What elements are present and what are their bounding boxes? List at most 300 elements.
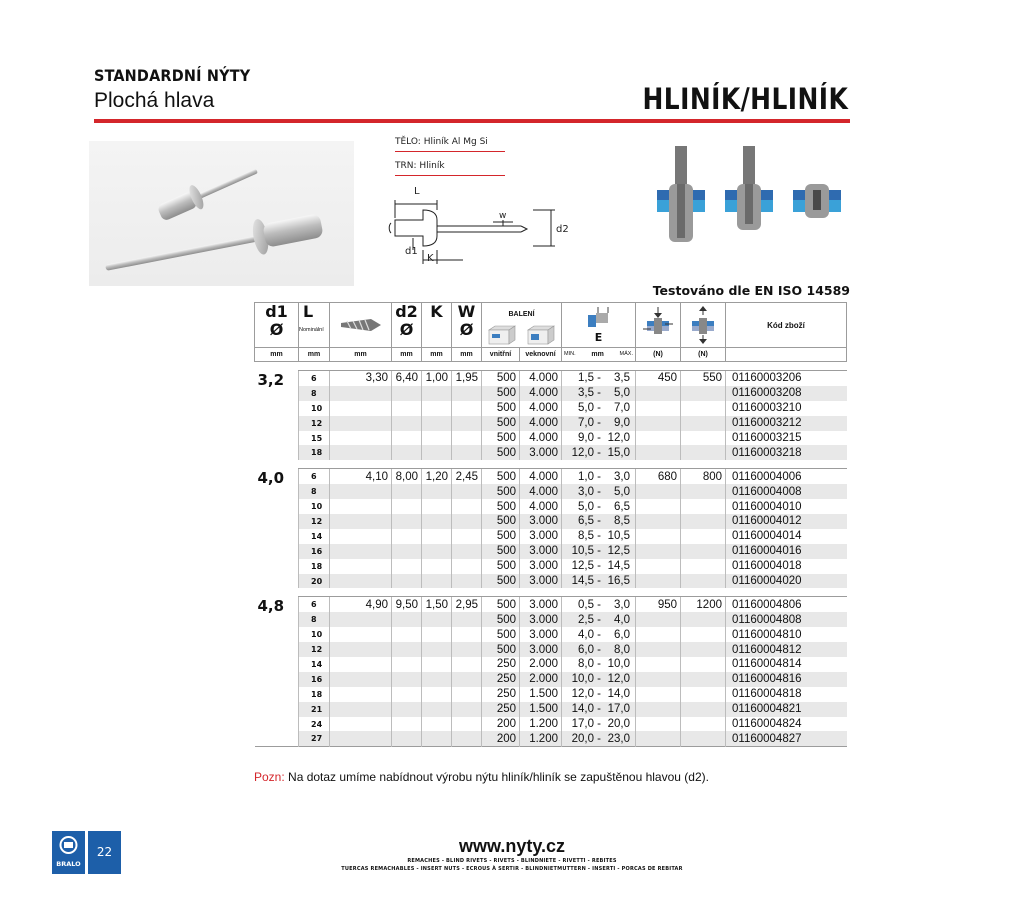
cell-pack-outer: 2.000: [520, 657, 562, 672]
cell-shear: [636, 672, 681, 687]
unit: mm: [299, 348, 330, 362]
cell-W: [452, 499, 482, 514]
cell-drill: [330, 529, 392, 544]
cell-K: [422, 445, 452, 460]
cell-d2: [392, 445, 422, 460]
grip-max: 10,0: [607, 658, 630, 671]
cell-grip-range: [562, 612, 636, 627]
cell-shear: [636, 559, 681, 574]
stage-1: [657, 146, 705, 242]
cell-d1: 4,8: [255, 597, 299, 747]
cell-drill: [330, 574, 392, 589]
cell-W: [452, 559, 482, 574]
table-row: [255, 687, 847, 702]
cell-d2: 6,40: [392, 371, 422, 386]
cell-drill: [330, 642, 392, 657]
cell-shear: [636, 574, 681, 589]
cell-shear: [636, 401, 681, 416]
cell-d2: [392, 386, 422, 401]
cell-grip-range: [562, 499, 636, 514]
grip-min: 1,5: [578, 372, 594, 385]
grip-max: 5,0: [614, 485, 630, 498]
grip-dash: -: [597, 485, 601, 498]
cell-d1: 3,2: [255, 371, 299, 461]
cell-W: [452, 431, 482, 446]
grip-min: 2,5: [578, 613, 594, 626]
cell-shear: [636, 657, 681, 672]
cell-d2: [392, 657, 422, 672]
cell-pack-outer: 4.000: [520, 416, 562, 431]
cell-tensile: [681, 657, 726, 672]
cell-product-code: 01160004818: [726, 687, 847, 702]
unit: mm: [330, 348, 392, 362]
cell-drill: [330, 657, 392, 672]
cell-L: 10: [299, 627, 330, 642]
cell-d2: [392, 717, 422, 732]
grip-max: 12,0: [607, 673, 630, 686]
gap-cell: [255, 588, 847, 597]
grip-max: 8,0: [614, 643, 630, 656]
grip-dash: -: [597, 703, 601, 716]
cell-W: [452, 484, 482, 499]
grip-dash: -: [597, 658, 601, 671]
cell-pack-inner: 500: [482, 386, 520, 401]
header-rule: [94, 119, 850, 123]
grip-max: 9,0: [614, 417, 630, 430]
cell-pack-inner: 500: [482, 559, 520, 574]
cell-K: [422, 416, 452, 431]
cell-W: [452, 529, 482, 544]
cell-d2: [392, 559, 422, 574]
cell-L: 18: [299, 445, 330, 460]
grip-max: 3,0: [614, 598, 630, 611]
table-row: [255, 416, 847, 431]
cell-pack-inner: 500: [482, 612, 520, 627]
cell-drill: [330, 416, 392, 431]
cell-grip-range: [562, 371, 636, 386]
footnote: [254, 770, 709, 784]
grip-min: 12,0: [571, 688, 594, 701]
grip-max: 15,0: [607, 446, 630, 459]
grip-min: 10,0: [571, 673, 594, 686]
cell-grip-range: [562, 559, 636, 574]
cell-grip-range: [562, 469, 636, 484]
cell-grip-range: [562, 574, 636, 589]
cell-tensile: 800: [681, 469, 726, 484]
grip-min: 5,0: [578, 402, 594, 415]
cell-d2: [392, 574, 422, 589]
page-subtitle: Plochá hlava: [94, 89, 215, 112]
cell-W: [452, 702, 482, 717]
cell-product-code: 01160004012: [726, 514, 847, 529]
cell-shear: 950: [636, 597, 681, 612]
cell-pack-outer: 3.000: [520, 612, 562, 627]
material-spec: [395, 136, 505, 184]
cell-pack-outer: 4.000: [520, 401, 562, 416]
table-row: [255, 731, 847, 746]
cell-product-code: 01160004010: [726, 499, 847, 514]
cell-grip-range: [562, 597, 636, 612]
cell-shear: 450: [636, 371, 681, 386]
cell-pack-inner: 500: [482, 597, 520, 612]
cell-product-code: 01160004016: [726, 544, 847, 559]
cell-drill: [330, 514, 392, 529]
cell-drill: 3,30: [330, 371, 392, 386]
col-W-symbol: Ø: [459, 320, 474, 339]
cell-tensile: [681, 431, 726, 446]
cell-d1: 4,0: [255, 469, 299, 589]
cell-shear: 680: [636, 469, 681, 484]
cell-tensile: [681, 702, 726, 717]
cell-pack-outer: 4.000: [520, 499, 562, 514]
grip-min: 3,0: [578, 485, 594, 498]
website-url[interactable]: www.nyty.cz: [458, 836, 566, 856]
col-W: W: [457, 302, 476, 321]
cell-d2: [392, 612, 422, 627]
cell-pack-outer: 3.000: [520, 514, 562, 529]
cell-pack-inner: 250: [482, 672, 520, 687]
grip-min: 20,0: [571, 732, 594, 745]
cell-W: [452, 731, 482, 746]
cell-tensile: [681, 559, 726, 574]
material-title: HLINÍK/HLINÍK: [642, 82, 848, 116]
table-row: [255, 559, 847, 574]
grip-min: 6,0: [578, 643, 594, 656]
cell-W: [452, 401, 482, 416]
cell-W: [452, 657, 482, 672]
inner-box-icon: [487, 324, 517, 346]
cell-L: 18: [299, 559, 330, 574]
col-L-nominal: Nominální: [299, 327, 324, 333]
grip-max: 12,5: [607, 545, 630, 558]
cell-tensile: 1200: [681, 597, 726, 612]
cell-product-code: 01160003208: [726, 386, 847, 401]
cell-tensile: 550: [681, 371, 726, 386]
cell-pack-outer: 4.000: [520, 484, 562, 499]
cell-pack-outer: 3.000: [520, 445, 562, 460]
cell-d2: 9,50: [392, 597, 422, 612]
product-photo: [89, 141, 354, 286]
cell-tensile: [681, 401, 726, 416]
cell-W: [452, 386, 482, 401]
cell-W: [452, 672, 482, 687]
cell-pack-outer: 1.500: [520, 702, 562, 717]
col-d2: d2: [395, 302, 418, 321]
grip-max: 3,5: [614, 372, 630, 385]
table-row: [255, 484, 847, 499]
cell-tensile: [681, 642, 726, 657]
footer-line-2: TUERCAS REMACHABLES - INSERT NUTS - ECROUS À SERTIR - BLINDNIETMUTTERN - INSERTI - PORCAS DE REBITAR: [341, 866, 683, 872]
label-K: K: [427, 253, 434, 264]
cell-grip-range: [562, 717, 636, 732]
cell-shear: [636, 431, 681, 446]
cell-W: [452, 514, 482, 529]
unit: mm: [422, 348, 452, 362]
unit-min: MIN.: [564, 351, 576, 357]
grip-dash: -: [597, 432, 601, 444]
label-d1: d1: [405, 246, 418, 257]
col-E: E: [594, 331, 603, 344]
cell-pack-inner: 500: [482, 499, 520, 514]
grip-dash: -: [597, 387, 601, 400]
cell-L: 15: [299, 431, 330, 446]
cell-pack-inner: 200: [482, 717, 520, 732]
cell-pack-inner: 500: [482, 529, 520, 544]
cell-drill: [330, 559, 392, 574]
cell-d2: [392, 731, 422, 746]
cell-d2: [392, 499, 422, 514]
label-L: L: [414, 186, 420, 197]
cell-tensile: [681, 514, 726, 529]
shear-force-icon: [643, 305, 673, 345]
cell-W: [452, 612, 482, 627]
cell-pack-outer: 1.200: [520, 731, 562, 746]
grip-dash: -: [597, 598, 601, 611]
col-d1-symbol: Ø: [269, 320, 284, 339]
grip-dash: -: [597, 515, 601, 528]
cell-K: 1,50: [422, 597, 452, 612]
tensile-force-icon: [688, 305, 718, 345]
cell-K: [422, 687, 452, 702]
col-d1: d1: [265, 302, 288, 321]
cell-d2: [392, 544, 422, 559]
col-packaging: BALENÍ: [508, 311, 535, 318]
grip-max: 3,0: [614, 470, 630, 483]
grip-max: 17,0: [607, 703, 630, 716]
units-row: [255, 348, 847, 362]
cell-K: [422, 431, 452, 446]
installation-stages: [653, 144, 853, 248]
cell-product-code: 01160004020: [726, 574, 847, 589]
test-standard: Testováno dle EN ISO 14589: [652, 283, 850, 298]
cell-grip-range: [562, 702, 636, 717]
cell-grip-range: [562, 386, 636, 401]
footnote-label: Pozn:: [254, 770, 285, 784]
cell-tensile: [681, 445, 726, 460]
gap-cell: [255, 362, 847, 371]
cell-product-code: 01160004018: [726, 559, 847, 574]
unit-n: (N): [636, 348, 681, 362]
unit-max: MÁX.: [619, 351, 633, 357]
cell-K: [422, 627, 452, 642]
cell-L: 27: [299, 731, 330, 746]
cell-product-code: 01160004008: [726, 484, 847, 499]
cell-pack-outer: 3.000: [520, 559, 562, 574]
cell-L: 6: [299, 371, 330, 386]
cell-product-code: 01160004014: [726, 529, 847, 544]
table-row: [255, 401, 847, 416]
cell-shear: [636, 731, 681, 746]
cell-drill: [330, 445, 392, 460]
cell-shear: [636, 416, 681, 431]
cell-L: 16: [299, 544, 330, 559]
cell-W: 2,95: [452, 597, 482, 612]
cell-L: 8: [299, 612, 330, 627]
cell-pack-inner: 500: [482, 642, 520, 657]
cell-L: 24: [299, 717, 330, 732]
unit-inner: vnitřní: [482, 348, 520, 362]
table-row: [255, 514, 847, 529]
cell-L: 6: [299, 469, 330, 484]
grip-min: 3,5: [578, 387, 594, 400]
cell-grip-range: [562, 544, 636, 559]
cell-K: [422, 514, 452, 529]
cell-tensile: [681, 687, 726, 702]
table-row: [255, 445, 847, 460]
cell-tensile: [681, 416, 726, 431]
cell-pack-inner: 500: [482, 627, 520, 642]
cell-pack-outer: 2.000: [520, 672, 562, 687]
cell-W: [452, 717, 482, 732]
grip-dash: -: [597, 417, 601, 430]
cell-pack-inner: 500: [482, 469, 520, 484]
group-gap: [255, 460, 847, 469]
cell-grip-range: [562, 484, 636, 499]
unit-e-mm: mm: [591, 351, 604, 358]
label-w: w: [499, 211, 507, 221]
col-K: K: [430, 302, 443, 321]
table-end: [255, 747, 847, 750]
cell-shear: [636, 702, 681, 717]
grip-max: 4,0: [614, 613, 630, 626]
cell-L: 8: [299, 484, 330, 499]
cell-L: 6: [299, 597, 330, 612]
cell-pack-inner: 500: [482, 416, 520, 431]
cell-K: [422, 559, 452, 574]
cell-L: 14: [299, 529, 330, 544]
cell-pack-outer: 1.200: [520, 717, 562, 732]
cell-drill: [330, 672, 392, 687]
rivet-drawing: [383, 180, 573, 270]
dimension-drawing: [383, 180, 573, 270]
cell-drill: 4,90: [330, 597, 392, 612]
cell-d2: [392, 401, 422, 416]
cell-shear: [636, 627, 681, 642]
col-L: L: [303, 302, 314, 321]
cell-pack-outer: 3.000: [520, 544, 562, 559]
cell-K: 1,00: [422, 371, 452, 386]
grip-dash: -: [597, 673, 601, 686]
grip-dash: -: [597, 575, 601, 588]
cell-shear: [636, 687, 681, 702]
page-title: STANDARDNÍ NÝTY: [94, 66, 251, 85]
grip-max: 10,5: [607, 530, 630, 543]
cell-grip-range: [562, 627, 636, 642]
footer-line-1: REMACHES - BLIND RIVETS - RIVETS - BLINDNIETE - RIVETTI - REBITES: [407, 858, 617, 864]
cell-shear: [636, 499, 681, 514]
cell-tensile: [681, 672, 726, 687]
cell-pack-outer: 4.000: [520, 469, 562, 484]
grip-max: 14,0: [607, 688, 630, 701]
unit-n: (N): [681, 348, 726, 362]
cell-L: 21: [299, 702, 330, 717]
grip-dash: -: [597, 530, 601, 543]
cell-pack-outer: 1.500: [520, 687, 562, 702]
cell-K: [422, 484, 452, 499]
cell-grip-range: [562, 672, 636, 687]
cell-drill: [330, 717, 392, 732]
group-gap: [255, 588, 847, 597]
grip-max: 8,5: [614, 515, 630, 528]
cell-pack-inner: 500: [482, 445, 520, 460]
table-row: [255, 627, 847, 642]
cell-tensile: [681, 499, 726, 514]
cell-grip-range: [562, 687, 636, 702]
grip-dash: -: [597, 470, 601, 483]
table-row: [255, 702, 847, 717]
table-row: [255, 529, 847, 544]
cell-K: [422, 574, 452, 589]
cell-L: 14: [299, 657, 330, 672]
gap-cell: [255, 460, 847, 469]
cell-tensile: [681, 612, 726, 627]
grip-min: 8,0: [578, 658, 594, 671]
cell-product-code: 01160003206: [726, 371, 847, 386]
cell-drill: [330, 627, 392, 642]
cell-pack-inner: 500: [482, 401, 520, 416]
cell-pack-outer: 4.000: [520, 386, 562, 401]
grip-min: 9,0: [578, 432, 594, 444]
table-row: [255, 544, 847, 559]
cell-W: [452, 544, 482, 559]
cell-drill: [330, 431, 392, 446]
cell-shear: [636, 717, 681, 732]
cell-L: 12: [299, 514, 330, 529]
cell-product-code: 01160004824: [726, 717, 847, 732]
cell-pack-inner: 250: [482, 657, 520, 672]
cell-shear: [636, 612, 681, 627]
stages-graphic: [653, 144, 853, 248]
grip-dash: -: [597, 688, 601, 701]
grip-dash: -: [597, 718, 601, 731]
cell-shear: [636, 445, 681, 460]
grip-dash: -: [597, 560, 601, 573]
table-row: [255, 431, 847, 446]
cell-drill: [330, 401, 392, 416]
cell-pack-inner: 500: [482, 371, 520, 386]
grip-dash: -: [597, 545, 601, 558]
cell-product-code: 01160004810: [726, 627, 847, 642]
grip-dash: -: [597, 613, 601, 626]
cell-grip-range: [562, 529, 636, 544]
table-row: [255, 371, 847, 386]
cell-pack-outer: 4.000: [520, 371, 562, 386]
table-row: [255, 642, 847, 657]
cell-product-code: 01160003212: [726, 416, 847, 431]
cell-product-code: 01160004821: [726, 702, 847, 717]
cell-L: 12: [299, 416, 330, 431]
label-d2: d2: [556, 224, 569, 235]
mandrel-material: TRN: Hliník: [395, 160, 505, 176]
grip-range-icon: [584, 305, 614, 331]
cell-K: [422, 386, 452, 401]
cell-L: 12: [299, 642, 330, 657]
cell-drill: [330, 702, 392, 717]
cell-drill: [330, 612, 392, 627]
cell-drill: [330, 499, 392, 514]
cell-pack-outer: 3.000: [520, 529, 562, 544]
cell-grip-range: [562, 445, 636, 460]
cell-d2: [392, 431, 422, 446]
grip-min: 12,5: [571, 560, 594, 573]
cell-grip-range: [562, 514, 636, 529]
cell-drill: [330, 687, 392, 702]
grip-max: 6,0: [614, 628, 630, 641]
table-header-row: [255, 303, 847, 348]
cell-grip-range: [562, 657, 636, 672]
cell-pack-inner: 500: [482, 484, 520, 499]
cell-d2: [392, 529, 422, 544]
